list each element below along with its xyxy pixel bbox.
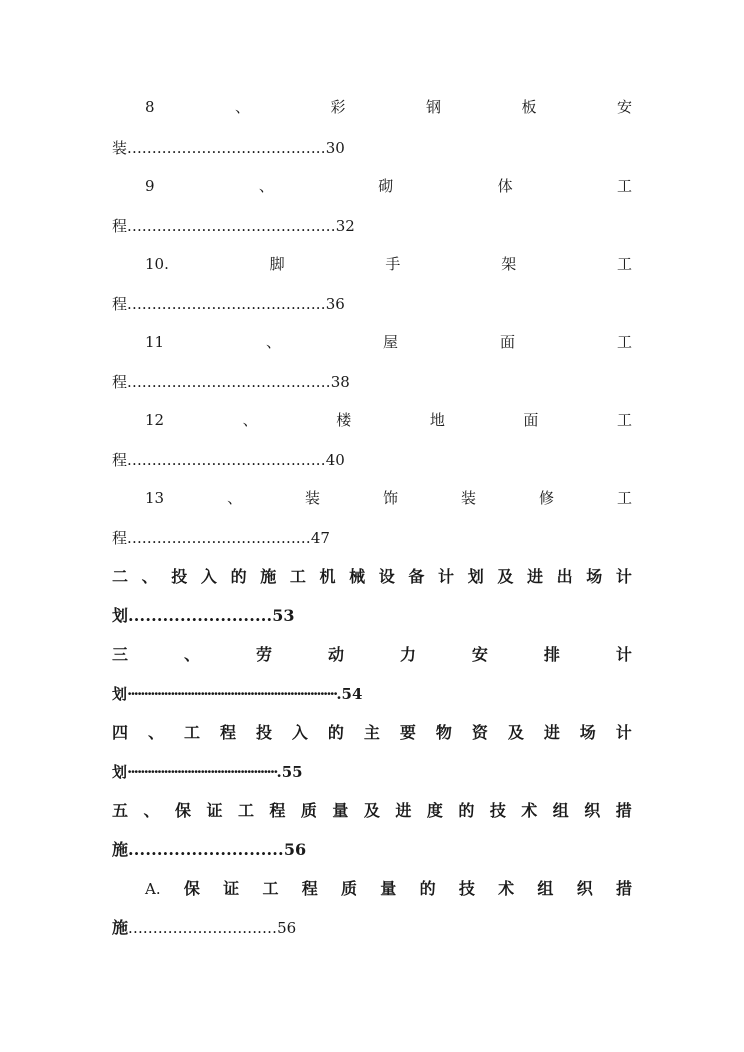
toc-char: 度 bbox=[426, 801, 443, 820]
dot-leader: ......................................... bbox=[127, 373, 331, 391]
dot-leader: .............................. bbox=[128, 919, 278, 937]
toc-entry-11-tail bbox=[112, 369, 632, 395]
toc-char: 划 bbox=[112, 606, 129, 625]
toc-char: 架 bbox=[501, 255, 517, 273]
toc-char: 二 bbox=[112, 567, 129, 586]
toc-char: 钢 bbox=[425, 98, 441, 116]
toc-char: 物 bbox=[435, 723, 452, 742]
toc-char: 手 bbox=[385, 255, 401, 273]
page-number: 53 bbox=[272, 606, 295, 625]
toc-char: 投 bbox=[171, 567, 188, 586]
toc-char: 及 bbox=[507, 723, 524, 742]
section-2-tail bbox=[112, 603, 632, 629]
toc-char: 装 bbox=[461, 489, 477, 507]
toc-char: 面 bbox=[523, 411, 539, 429]
toc-char: 质 bbox=[300, 801, 317, 820]
toc-char: 计 bbox=[615, 645, 632, 664]
toc-char: 面 bbox=[499, 333, 515, 351]
toc-char: 保 bbox=[183, 879, 200, 898]
section-4-tail bbox=[112, 759, 632, 785]
toc-char: 进 bbox=[526, 567, 543, 586]
toc-char: 场 bbox=[586, 567, 603, 586]
toc-num: 12 bbox=[145, 411, 165, 429]
toc-char: 备 bbox=[408, 567, 425, 586]
toc-char: 排 bbox=[543, 645, 560, 664]
dot-leader: ......................... bbox=[128, 606, 273, 625]
toc-num: 10. bbox=[145, 255, 169, 273]
page-number: 56 bbox=[283, 840, 307, 859]
toc-entry-11-head bbox=[145, 329, 632, 355]
toc-char: 划 bbox=[112, 763, 128, 781]
toc-char: 、 bbox=[183, 645, 200, 664]
toc-char: 组 bbox=[552, 801, 569, 820]
toc-char: 、 bbox=[242, 411, 258, 429]
toc-entry-9-tail bbox=[112, 213, 632, 239]
toc-char: 工 bbox=[616, 177, 632, 195]
toc-char: 工 bbox=[616, 411, 632, 429]
toc-char: 体 bbox=[497, 177, 513, 195]
toc-num: 13 bbox=[145, 489, 165, 507]
page-number: .55 bbox=[276, 763, 303, 781]
page-number: 56 bbox=[277, 919, 297, 937]
dot-leader: ........................... bbox=[128, 840, 284, 859]
toc-char: 的 bbox=[230, 567, 247, 586]
toc-char: 织 bbox=[584, 801, 601, 820]
page-number: 36 bbox=[325, 295, 345, 313]
toc-char: 量 bbox=[332, 801, 349, 820]
toc-char: 、 bbox=[235, 98, 251, 116]
toc-char: 措 bbox=[615, 801, 632, 820]
toc-char: 饰 bbox=[383, 489, 399, 507]
toc-char: 场 bbox=[579, 723, 596, 742]
toc-char: 、 bbox=[258, 177, 274, 195]
toc-char: 、 bbox=[143, 801, 160, 820]
toc-char: 技 bbox=[489, 801, 506, 820]
page-number: 30 bbox=[325, 139, 345, 157]
toc-char: 板 bbox=[521, 98, 537, 116]
toc-char: 的 bbox=[419, 879, 436, 898]
toc-char: 动 bbox=[327, 645, 344, 664]
toc-char: 工 bbox=[616, 333, 632, 351]
toc-char: 脚 bbox=[269, 255, 285, 273]
toc-entry-12-tail bbox=[112, 447, 632, 473]
toc-entry-8-tail bbox=[112, 135, 632, 161]
toc-entry-9-head bbox=[145, 173, 632, 199]
toc-char: 证 bbox=[206, 801, 223, 820]
toc-char: 五 bbox=[112, 801, 129, 820]
toc-char: 证 bbox=[223, 879, 240, 898]
dot-leader: ······························································· bbox=[127, 685, 337, 703]
toc-char: 力 bbox=[399, 645, 416, 664]
toc-char: 三 bbox=[112, 645, 129, 664]
toc-char: 工 bbox=[237, 801, 254, 820]
toc-char: 进 bbox=[395, 801, 412, 820]
toc-char: 及 bbox=[363, 801, 380, 820]
toc-char: 投 bbox=[255, 723, 272, 742]
toc-char: 施 bbox=[260, 567, 277, 586]
toc-num: 11 bbox=[145, 333, 165, 351]
toc-char: 计 bbox=[438, 567, 455, 586]
toc-char: 程 bbox=[219, 723, 236, 742]
toc-char: 组 bbox=[537, 879, 554, 898]
toc-char: 工 bbox=[183, 723, 200, 742]
dot-leader: ........................................ bbox=[127, 139, 326, 157]
toc-char: 入 bbox=[291, 723, 308, 742]
section-2-head bbox=[112, 564, 632, 590]
page-number: 47 bbox=[310, 529, 330, 547]
toc-char: 程 bbox=[112, 373, 128, 391]
toc-char: 织 bbox=[576, 879, 593, 898]
toc-char: 、 bbox=[141, 567, 158, 586]
toc-num: 9 bbox=[145, 177, 155, 195]
toc-char: 划 bbox=[467, 567, 484, 586]
toc-char: 入 bbox=[200, 567, 217, 586]
toc-char: 施 bbox=[112, 840, 129, 859]
dot-leader: ..................................... bbox=[127, 529, 311, 547]
toc-entry-13-head bbox=[145, 485, 632, 511]
toc-char: 四 bbox=[112, 723, 129, 742]
toc-char: 质 bbox=[341, 879, 358, 898]
toc-char: 械 bbox=[349, 567, 366, 586]
toc-char: 及 bbox=[497, 567, 514, 586]
subsection-a-tail bbox=[112, 915, 632, 941]
toc-char: 、 bbox=[227, 489, 243, 507]
toc-char: 地 bbox=[429, 411, 445, 429]
toc-char: 装 bbox=[112, 139, 128, 157]
toc-char: 工 bbox=[262, 879, 279, 898]
toc-char: 计 bbox=[615, 723, 632, 742]
toc-num: 8 bbox=[145, 98, 155, 116]
section-5-head bbox=[112, 798, 632, 824]
toc-char: 安 bbox=[616, 98, 632, 116]
toc-entry-8-head bbox=[145, 94, 632, 120]
page-number: .54 bbox=[336, 685, 363, 703]
toc-char: 主 bbox=[363, 723, 380, 742]
toc-char: 术 bbox=[521, 801, 538, 820]
toc-char: 进 bbox=[543, 723, 560, 742]
toc-char: 安 bbox=[471, 645, 488, 664]
toc-char: 工 bbox=[289, 567, 306, 586]
toc-char: 装 bbox=[305, 489, 321, 507]
toc-char: 彩 bbox=[330, 98, 346, 116]
toc-char: 的 bbox=[327, 723, 344, 742]
toc-entry-10-tail bbox=[112, 291, 632, 317]
toc-char: 程 bbox=[112, 295, 128, 313]
toc-char: 程 bbox=[112, 529, 128, 547]
toc-char: 量 bbox=[380, 879, 397, 898]
toc-char: 程 bbox=[301, 879, 318, 898]
section-5-tail bbox=[112, 837, 632, 863]
toc-entry-10-head bbox=[145, 251, 632, 277]
toc-char: 工 bbox=[616, 489, 632, 507]
toc-char: 技 bbox=[458, 879, 475, 898]
toc-char: 措 bbox=[615, 879, 632, 898]
toc-char: 楼 bbox=[336, 411, 352, 429]
toc-entry-13-tail bbox=[112, 525, 632, 551]
toc-char: 砌 bbox=[378, 177, 394, 195]
toc-char: 资 bbox=[471, 723, 488, 742]
toc-char: 施 bbox=[112, 918, 129, 937]
toc-char: 程 bbox=[112, 217, 128, 235]
toc-char: 、 bbox=[147, 723, 164, 742]
toc-char: 修 bbox=[539, 489, 555, 507]
dot-leader: .......................................... bbox=[127, 217, 336, 235]
page-number: 38 bbox=[330, 373, 350, 391]
toc-char: 的 bbox=[458, 801, 475, 820]
toc-char: 劳 bbox=[255, 645, 272, 664]
toc-char: 工 bbox=[616, 255, 632, 273]
toc-char: 保 bbox=[174, 801, 191, 820]
page-number: 40 bbox=[325, 451, 345, 469]
dot-leader: ············································· bbox=[127, 763, 277, 781]
toc-char: 程 bbox=[112, 451, 128, 469]
toc-char: 屋 bbox=[383, 333, 399, 351]
toc-char: 、 bbox=[266, 333, 282, 351]
dot-leader: ........................................ bbox=[127, 295, 326, 313]
toc-char: 计 bbox=[615, 567, 632, 586]
toc-char: 出 bbox=[556, 567, 573, 586]
toc-char: 划 bbox=[112, 685, 128, 703]
toc-char: 设 bbox=[378, 567, 395, 586]
page-number: 32 bbox=[335, 217, 355, 235]
section-3-tail bbox=[112, 681, 632, 707]
toc-char: 程 bbox=[269, 801, 286, 820]
subsection-a-head bbox=[145, 876, 632, 902]
toc-char: 术 bbox=[498, 879, 515, 898]
toc-num: A. bbox=[145, 880, 161, 898]
dot-leader: ........................................ bbox=[127, 451, 326, 469]
toc-char: 要 bbox=[399, 723, 416, 742]
toc-char: 机 bbox=[319, 567, 336, 586]
toc-entry-12-head bbox=[145, 407, 632, 433]
section-3-head bbox=[112, 642, 632, 668]
section-4-head bbox=[112, 720, 632, 746]
